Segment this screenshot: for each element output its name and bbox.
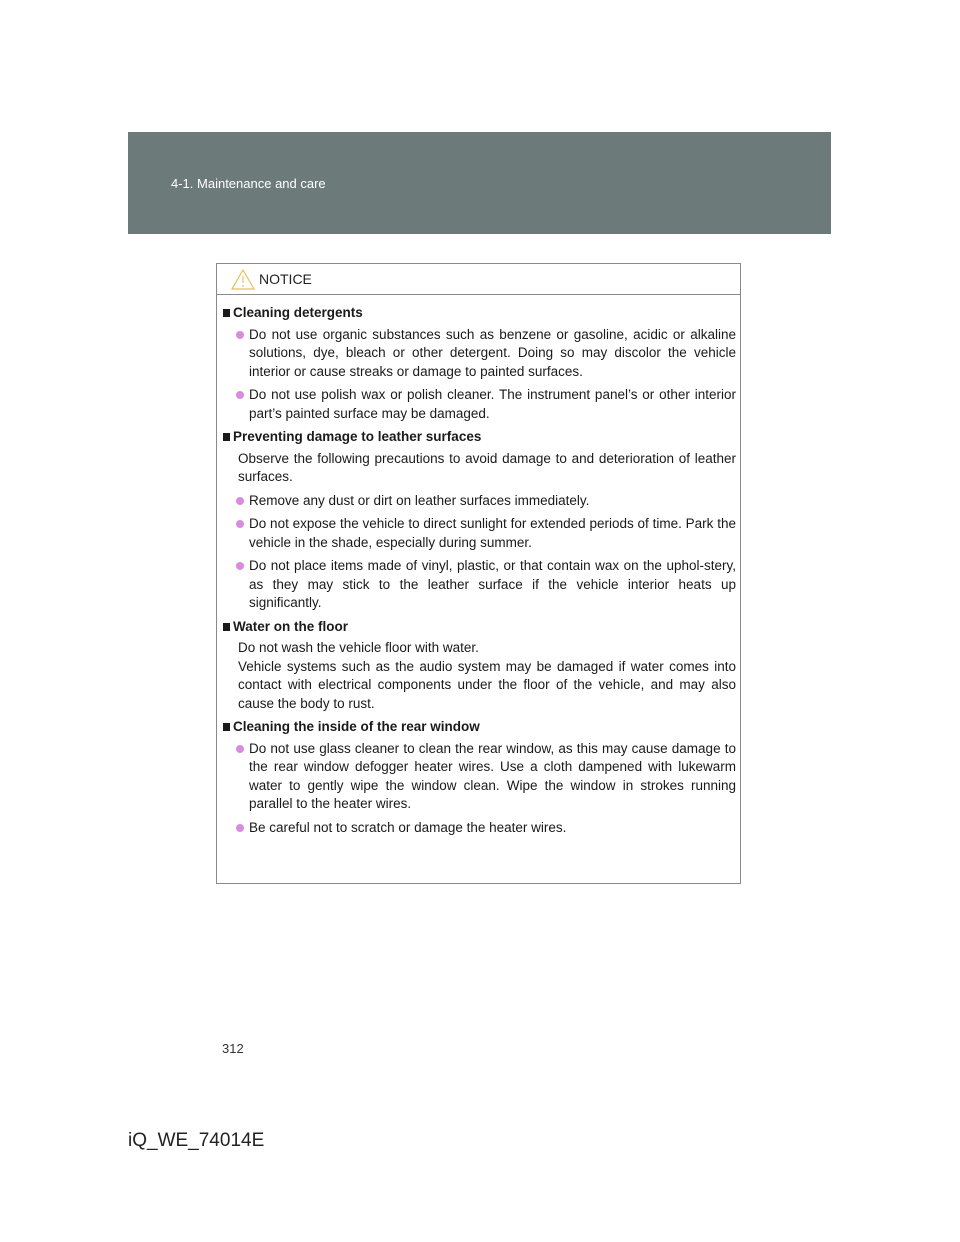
section-title-rear-window: Cleaning the inside of the rear window — [223, 718, 736, 737]
round-bullet-icon — [236, 824, 244, 832]
round-bullet-icon — [236, 520, 244, 528]
round-bullet-icon — [236, 562, 244, 570]
paragraph: Observe the following precautions to avoid damage to and deterioration of leather surfaces. — [238, 450, 736, 484]
round-bullet-icon — [236, 745, 244, 753]
list-item: Do not expose the vehicle to direct sunlight for extended periods of time. Park the vehicle in the shade, especially during summer. — [223, 515, 736, 552]
round-bullet-icon — [236, 497, 244, 505]
square-bullet-icon — [223, 433, 230, 441]
list-item: Remove any dust or dirt on leather surfaces immediately. — [223, 492, 736, 511]
section-title-water-floor: Water on the floor — [223, 618, 736, 637]
list-item: Do not use glass cleaner to clean the rear window, as this may cause damage to the rear window defogger heater wires. Use a cloth dampened with lukewarm water to gently wipe the window clean. Wipe the window in strokes running parallel to the heater wires. — [223, 740, 736, 814]
header-band — [128, 132, 831, 234]
list-item: Do not use organic substances such as benzene or gasoline, acidic or alkaline solutions, dye, bleach or other detergent. Doing so may discolor the vehicle interior or cause streaks or damage to painted surfaces. — [223, 326, 736, 382]
paragraph: Vehicle systems such as the audio system may be damaged if water comes into contact with electrical components under the floor of the vehicle, and may also cause the body to rust. — [238, 658, 736, 711]
list-item: Do not place items made of vinyl, plastic, or that contain wax on the uphol-stery, as they may stick to the leather surface if the vehicle interior heats up significantly. — [223, 557, 736, 613]
list-item: Be careful not to scratch or damage the heater wires. — [223, 819, 736, 838]
notice-label: NOTICE — [259, 271, 312, 287]
document-code: iQ_WE_74014E — [128, 1130, 265, 1151]
section-title-leather: Preventing damage to leather surfaces — [223, 428, 736, 447]
list-item: Do not use polish wax or polish cleaner. The instrument panel’s or other interior part’s painted surface may be damaged. — [223, 386, 736, 423]
paragraph: Do not wash the vehicle floor with water. — [238, 640, 479, 655]
page-number: 312 — [222, 1041, 244, 1056]
notice-body — [217, 295, 740, 837]
section-heading: 4-1. Maintenance and care — [171, 176, 326, 191]
notice-box — [216, 263, 741, 884]
square-bullet-icon — [223, 723, 230, 731]
section-title-cleaning-detergents: Cleaning detergents — [223, 304, 736, 323]
round-bullet-icon — [236, 331, 244, 339]
round-bullet-icon — [236, 391, 244, 399]
warning-triangle-icon — [231, 269, 255, 290]
square-bullet-icon — [223, 309, 230, 317]
square-bullet-icon — [223, 623, 230, 631]
notice-header — [217, 264, 740, 295]
